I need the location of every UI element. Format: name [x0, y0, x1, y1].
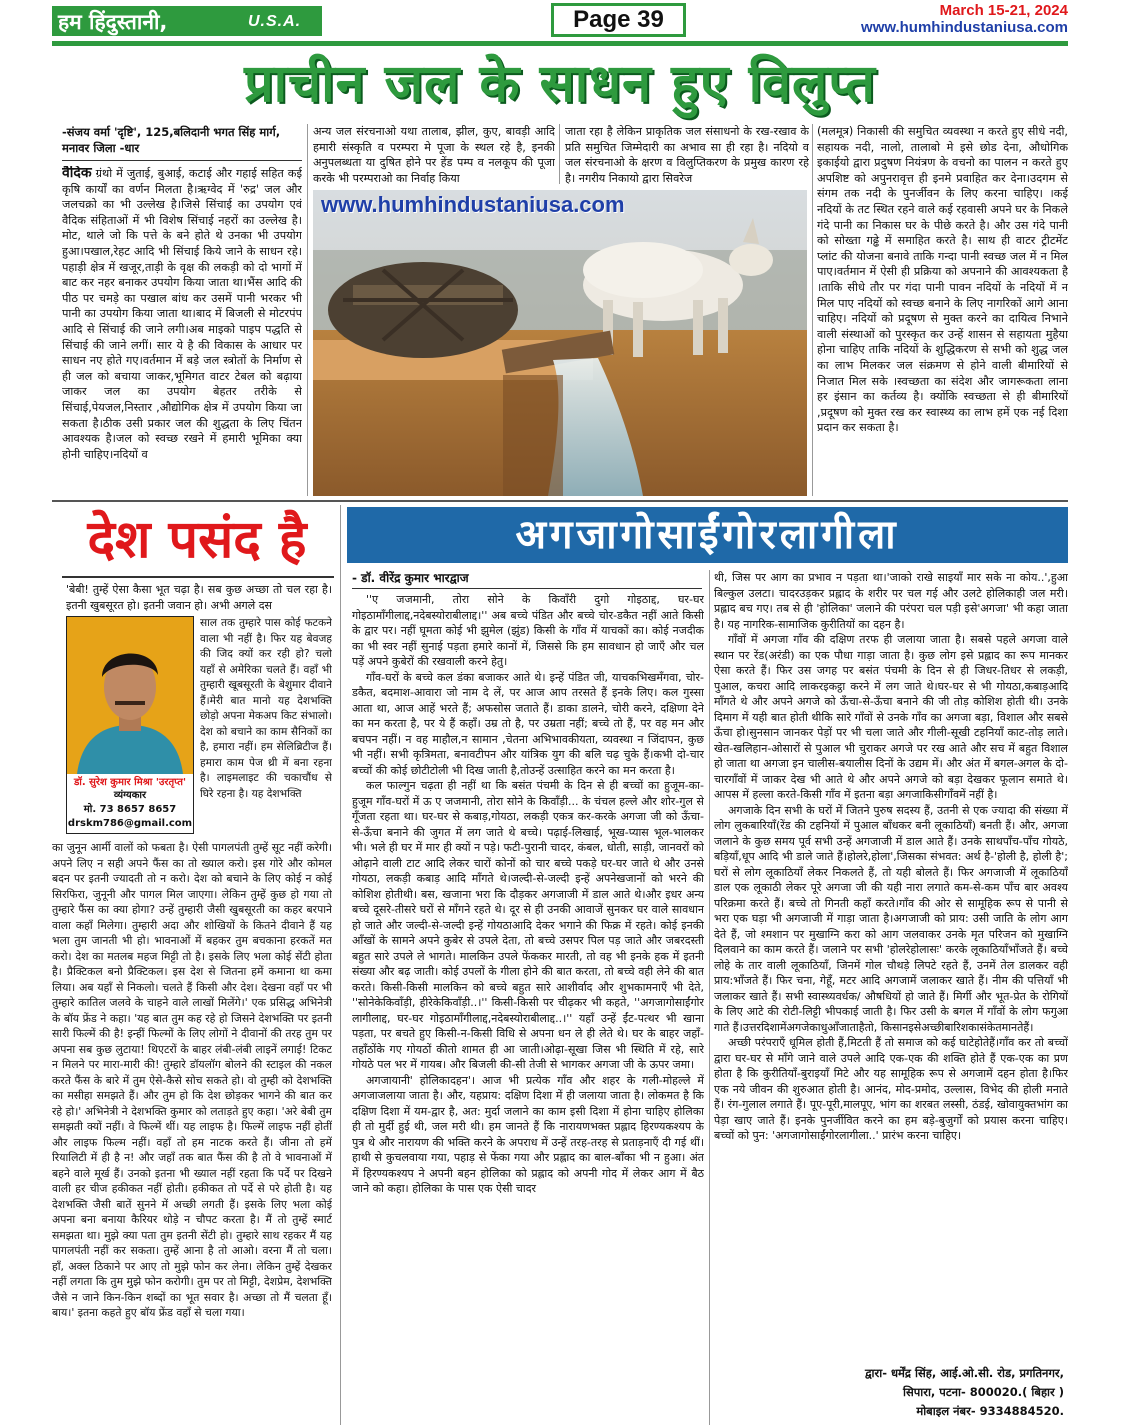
- section-rule: [52, 500, 1068, 502]
- bullocks-waterwheel-photo: [313, 190, 807, 496]
- column-rule: [559, 124, 560, 184]
- article2-headline: देश पसंद है: [87, 510, 307, 570]
- column-rule: [307, 124, 308, 496]
- photo-watermark: www.humhindustaniusa.com: [321, 192, 625, 217]
- caption-role: व्यंग्यकार: [113, 790, 147, 801]
- photo-illustration: [313, 190, 807, 496]
- article1-column-3: जाता रहा है लेकिन प्राकृतिक जल संसाधनो के रख-रखाव के प्रति समुचित जिम्मेदारी का अभाव सा ही रहा है। नदियो व जल संरचनाओ के क्षरण व विलुप्तिकरण के प्रमुख कारण रहे है। नगरीय निकायो द्वारा सिवरेज: [565, 125, 809, 185]
- portrait-illustration: [67, 617, 193, 774]
- article3-column-1: [352, 592, 704, 1425]
- caption-phone: मो. 73 8657 8657: [83, 804, 177, 815]
- address-line-3: मोबाइल नंबर- 9334884520.: [916, 1404, 1064, 1418]
- article1-column-2: अन्य जल संरचनाओ यथा तालाब, झील, कुए, बावड़ी आदि हमारी संस्कृति व परम्परा मे पूजा के स्थल रहे है, इनकी अनुपलब्धता या दुषित होने पर हेंड पम्प व नलकूप की पूजा करके भी परम्पराओ का निर्वाह किया: [313, 125, 555, 185]
- article1-headline: प्राचीन जल के साधन हुए विलुप्त: [244, 54, 876, 114]
- caption-name: डॉ. सुरेश कुमार मिश्रा 'उरतृप्त': [73, 777, 187, 788]
- dropcap-word: वैदिक: [62, 166, 92, 181]
- author-photo-frame: [66, 616, 194, 834]
- article3-column-2: [714, 570, 1068, 1360]
- paragraph: गाँवों में अगजा गाँव की दक्षिण तरफ ही जलाया जाता है। सबसे पहले अगजा वाले स्थान पर रेंड(अरंडी) का एक पौधा गाड़ा जाता है। कुछ लोग इसे प्रह्लाद का रूप मानकर ऐसा करते हैं। फिर उस जगह पर बसंत पंचमी के दिन से ही जिधर-तिधर से लकड़ी, पुआल, कचरा आदि लाकरइकट्ठा करने में लग जाते थे।घर-घर से भी गोयठा,कबाड़आदि माँगते थे और अपने अगजे को ऊँचा-से-ऊँचा बनाने की जी तोड़ कोशिश होती थी। उनके दिमाग में यही बात होती थीकि सारे गाँवों से उनके गाँव का अगजा बड़ा, विशाल और सबसे ऊँचा हो।सुनसान जानकर पेड़ों पर भी चला जाते और गीली-सूखी टहनियाँ काट-तोड़ लाते। खेत-खलिहान-ओसारों से पुआल भी चुराकर अगजे पर रख आते और सच में बहुत विशाल हो जाता था अगजा इन चालीस-बयालीस दिनों के उद्यम में। और अंत में बगल-अगल के दो-चारगाँवों में जाकर देख भी आते थे और अपने अगजे को बड़ा देखकर फूलान समाते थे। आपस में हल्ला करते-किसी गाँव में इतना बड़ा अगजाकिसीगाँवमें नहीं है।: [714, 633, 1068, 801]
- paragraph: अगजाके दिन सभी के घरों में जितने पुरुष सदस्य हैं, उतनी से एक ज्यादा की संख्या में लोग लुकबारियाँ(रेंड की टहनियों में पुआल बाँधकर बनी लूकाठियाँ) बनती हैं। और, अगजा जलाने के कुछ समय पूर्व सभी उन्हें अगजाजी में डाल आते हैं। उनके साथपाँच-पाँच गोयठे, बड़ियाँ,धूप आदि भी डाले जाते हैं।होलरे,होला',जिसका संभवत: अर्थ है-'होली है, होली है'; घरों से लोग लूकाठियाँ लेकर निकलते हैं, तो यही बोलते हैं। फिर अगजाजी में लूकाठियाँ डाल एक लूकाठी लेकर पूरे अगजा जी की यही नारा लगाते कम-से-कम पाँच बार अवश्य परिक्रमा करते हैं। बच्चे तो गिनती कहाँ करते।गाँव की ओर से सामूहिक रूप से पानी से भरा एक घड़ा भी अगजाजी में गाड़ा जाता है।अगजाजी को प्राय: उसी जाति के लोग आग देते हैं, जो श्मशान पर मुखाग्नि करा को आग जलवाकर उनके मृत परिजन को मुखाग्नि दिलवाने का काम करते हैं। जलाने पर सभी 'होलरेहोलासः' करके लूकाठियाँभाँजते हैं। बच्चे लोहे के तार वाली लूकाठियाँ, जिनमें गोल चौथड़े लिपटे रहते हैं, उनमें तेल डालकर वही प्राय:भाँजते हैं। फिर चना, गेहूँ, मटर आदि अगजामें जलाकर खाते हैं। नीम की पत्तियाँ भी जलाकर खाते हैं। सभी स्वास्थ्यवर्धक/ औषधियों हो जाते हैं। मिर्गी और भूत-प्रेत के रोगियों के लिए आटे की रोटी-लिट्टी भीपकाई जाती है। फिर उसी के बगल में गाँवों के लोग फगुआ गाते हैं।उत्तरदिशामेंअगजेकाधुआँजाताहैतो, किसानइसेअच्छीबारिशकासंकेतमानतेहैं।: [714, 803, 1068, 1034]
- article1-column-1: वैदिक ग्रंथो में जुताई, बुआई, कटाई और गहाई सहित कई कृषि कार्यों का वर्णन मिलता है।ऋग्वेद में 'रुद्र' जल और जलचक्रो का भी उल्लेख है।जिसे सिंचाई का उपयोग एवं वैदिक संहिताओं में भी विशेष सिंचाई नहरों का उल्लेख है।मोट, थाले जो कि पत्ते के बने होते थे उनका भी उपयोग हुआ।पखाल,रेहट आदि भी सिंचाई किये जाने के साधन रहे।पहाड़ी क्षेत्र में खजूर,ताड़ी के वृक्ष की लकड़ी को दो भागों में बाट कर नहर बनाकर उपयोग किया जाता था।भैंस आदि की पीठ पर चमड़े का पखाल बांध कर उसमें पानी भरकर भी पानी का उपयोग किया जाता था।बाद में बिजली से मोटरपंप आदि से सिंचाई की जाने लगी।अब माइको पाइप पद्धति से सिंचाई की जाने लगीं। सार ये है की विकास के आधार पर साधन नए होते गए।वर्तमान में बड़े जल स्त्रोतों के निर्माण से ही जल को बचाया जाकर,भूमिगत वाटर टेबल को बढ़ाया जाकर जल का उपयोग बेहतर तरीके से सिंचाई,पेयजल,निस्तार ,औद्योगिक क्षेत्र में उपयोग किया जा सकता है।ठीक उसी प्रकार जल की शुद्धता के लिए चिंतन आवश्यक है।जल को स्वच्छ रखने में हमारी भूमिका क्या होनी चाहिए।नदियों व: [62, 166, 302, 461]
- paragraph: अच्छी परंपराएँ धूमिल होती हैं,मिटती हैं तो समाज को कई घाटेहोतेहैं।गाँव कर तो बच्चों द्वारा घर-घर से माँगे जाने वाले उपले आदि एक-एक की शक्ति होते हैं एक-एक का प्रण होता है कि कुरीतियाँ-बुराइयाँ मिटे और यह सामूहिक रूप से अगजामें दहन होता है।फिर एक नये जीवन की शुरुआत होती है। आनंद, मोद-प्रमोद, उल्लास, विभेद की होली मनाते हैं। रंग-गुलाल लगाते हैं। पूए-पूरी,मालपूए, भांग का शरबत लस्सी, ठंडई, खोवायुक्तभांग का पेड़ा खाए जाते हैं। इनके पुनर्जीवित करने का हम बड़े-बुजुर्गों को प्रयास करना चाहिए। बच्चों को पुन: 'अगजागोसाईंगोरलागीला..' प्रारंभ करना चाहिए।: [714, 1036, 1068, 1142]
- paragraph: अगजायानी' होलिकादहन'। आज भी प्रत्येक गाँव और शहर के गली-मोहल्ले में अगजाजलाया जाता है। और, यहप्राय: दक्षिण दिशा में ही जलाया जाता है। लोकमत है कि दक्षिण दिशा में यम-द्वार है, अत: मुर्दा जलाने का काम इसी दिशा में होना चाहिए होलिका ही तो मुर्दी हुई थी, जल मरी थी। हम जानते हैं कि नारायणभक्त प्रह्लाद हिरण्यकश्यप के पुत्र थे और नारायण की भक्ति करने के अपराध में उन्हें तरह-तरह से प्रताड़नाएँ दी गई थीं। हाथी से कुचलवाया गया, पहाड़ से फेंका गया और प्रह्लाद का बाल-बाँका भी न हुआ। अंत में हिरण्यकश्यप ने अपनी बहन होलिका को प्रह्लाद को अपनी गोद में लेकर आग में बैठ जाने को कहा। होलिका के पास एक ऐसी चादर: [352, 1073, 704, 1195]
- article3-headline: अगजागोसाईंगोरलागीला: [515, 512, 900, 558]
- article1-column-4: (मलमूत्र) निकासी की समुचित व्यवस्था न करते हुए सीधे नदी, सहायक नदी, नालो, तालाबो मे इसे छोड देना, औधोगिक इकाईयो द्वारा प्रदुषण नियंत्रण के वचनो का पालन न करते हुए अपशिष्ट को अपुनरावृत्त ही इनमे प्रवाहित कर देना।उदगम से संगम तक नदी के पुनर्जीवन के लिए करना चाहिए। ।कई नदियों के तट स्थित रहने वाले कई रहवासी अपने घर के निकले गंदे पानी का निकास घर के पीछे करते है। और उस गंदे पानी को सोख्ता गढ्ढे में समाहित करते है। साथ ही वाटर ट्रीटमेंट प्लांट की योजना बनावे ताकि गन्दा पानी स्वच्छ जल में न मिल पाए।वर्तमान में ऐसी ही प्रक्रिया को अपनाने की आवश्यकता है ।ताकि सीधे तौर पर गंदा पानी पावन नदियों के नदियों में न मिल पाए नदियों को स्वच्छ बनाने के लिए नागरिकों आगे आना चाहिए। नदियों को प्रदूषण से मुक्त करने का दायित्व निभाने वाली संस्थाओं को पुरस्कृत कर उन्हें शासन से सहायता मुहैया होना चाहिए ताकि नदियों के शुद्धिकरण से सभी को शुद्ध जल का लाभ मिलकर जल संक्रमण से होने वाली बीमारियों से निजात मिल सके ।स्वच्छता का संदेश और जागरूकता लाना हर इंसान का कर्तव्य है। क्योंकि स्वच्छता से ही बीमारियों ,प्रदूषण को मुक्त रख कर स्वास्थ्य का लाभ हमें एक नई दिशा प्रदान कर सकता है।: [817, 125, 1068, 435]
- masthead-banner: [52, 6, 322, 36]
- paragraph: ''ए जजमानी, तोरा सोने के किवाँरी दुगो गोइठाद्द, घर-घर गोइठामाँगीलाद्द,नदेबस्योराबीलाद्द।'' अब बच्चे पंडित और बच्चे चोर-डकैत नहीं आते किसी के द्वार पर। नहीं घूमता कोई भी झुमेल (झुंड) किसी के गाँव में याचकों का। कोई नजदीक का भी स्वर नहीं सुनाई पड़ता हमारे कानों में, जिससे कि हम सावधान हो जाएँ और चल पड़ें अपने कुबेरों की रखवाली करने हेतु।: [352, 593, 704, 668]
- issue-date: March 15-21, 2024: [939, 2, 1068, 19]
- column-rule: [812, 124, 813, 496]
- paper-region: U.S.A.: [248, 13, 302, 30]
- article3-byline: - डॉ. वीरेंद्र कुमार भारद्वाज: [352, 571, 469, 585]
- website-url: www.humhindustaniusa.com: [861, 19, 1068, 36]
- byline-rule: [62, 160, 302, 161]
- article2-body: का जुनून आर्मी वालों को फबता है। ऐसी पागलपंती तुम्हें सूट नहीं करेगी। अपने लिए न सही अपने फैंस का तो ख्याल करो। इस गोरे और कोमल बदन पर इतनी ज्यादती तो न करो। देश को बचाने के लिए कोई न कोई सिरफिरा, जुनूनी और पागल मिल जाएगा। लेकिन तुम्हें कुछ हो गया तो तुम्हारे फैंस का क्या होगा? उन्हें तुम्हारी जैसी खुबसूरती का कहर बरपाने वाला कहाँ मिलेगा। तुम्हारी अदा और शोखियों के कितने दीवाने हैं यह भला तुम जानती भी हो। भावनाओं में बहकर तुम बचकाना हरकतें मत करो। देश का मतलब महज मिट्टी तो है। इसके लिए भला कोई सेंटी होता है। प्रैक्टिकल बनो प्रैक्टिकल। इस देश से जितना हमें कमाना था कमा लिया। अब यहाँ से निकलो। चलते हैं किसी और देश। देखना वहाँ पर भी तुम्हारे कातिल जलवे के चाहने वाले लाखों मिलेंगे।' एक प्रसिद्ध अभिनेत्री के बॉय फ्रेंड ने कहा। 'यह बात तुम कह रहे हो जिसने देशभक्ति पर इतनी सारी फिल्में की है! इन्हीं फिल्मों के लिए लोगों ने दीवानों की तरह तुम पर अपना सब कुछ लुटाया! थिएटरों के बाहर लंबी-लंबी लाइनें लगाई! टिकट न मिलने पर मारा-मारी की! तुम्हारे डॉयलॉग बोलने की स्टाइल की नकल करते फैंस के बारे में तुम ऐसे-कैसे सोच सकते हो। वो तुम्ही को देशभक्ति का मसीहा समझते हैं। और तुम हो कि देश छोड़कर भागने की बात कर रहे हो।' अभिनेत्री ने देशभक्ति कुमार को लताड़ते हुए कहा। 'अरे बेबी तुम समझती क्यों नहीं। वे फिल्में थीं। यह लाइफ है। फिल्में लाइफ नहीं होतीं और लाइफ फिल्म नहीं। वहाँ तो हम नाटक करते हैं। जीना तो हमें रियालिटी में ही है न! और जहाँ तक बात फैंस की है तो वे भावनाओं में बहने वाले मूर्ख हैं। उनको इतना भी ख्याल नहीं रहता कि पर्दे पर दिखने वाली हर चीज हकीकत नहीं होती। हकीकत तो पर्दे से परे होती है। यह देशभक्ति जैसी बातें सुनने में अच्छी लगती हैं। इसके लिए भला कोई अपना बना बनाया कैरियर थोड़े न चौपट करता है। मैं तो तुम्हें स्मार्ट समझता था। मुझे क्या पता तुम इतनी सेंटी हो। तुम्हारे साथ रहकर मैं यह पागलपंती नहीं कर सकता। तुम्हें आना है तो आओ। वरना मैं तो चला। हाँ, अक्ल ठिकाने पर आए तो मुझे फोन कर लेना। लेकिन तुम्हें देखकर नहीं लगता कि तुम मुझे फोन करोगी। तुम पर तो मिट्टी, देशप्रेम, देशभक्ति जैसे न जाने किन-किन शब्दों का भूत सवार है। अच्छा तो मैं चलता हूँ। बाय।' इतना कहते हुए बॉय फ्रेंड वहाँ से चला गया।: [52, 841, 332, 1319]
- headline-rule: [62, 576, 334, 578]
- paragraph: कल फाल्गुन चढ़ता ही नहीं था कि बसंत पंचमी के दिन से ही बच्चों का हुजूम-का-हुजूम गाँव-घरों में ऊ ए जजमानी, तोरा सोने के किवाँड़ी... के चंचल हल्ले और शोर-गुल से गूँजता रहता था। घर-घर से कबाड़,गोयठा, लकड़ी एकत्र कर-करके अगजा जी को ऊँचा-से-ऊँचा बनाने की जुगत में लग जाते थे बच्चे। पढ़ाई-लिखाई, भूख-प्यास भूल-भालकर भी। भले ही घर में मार ही क्यों न पड़े। फटी-पुरानी चादर, कंबल, धोती, साड़ी, जानवरों को ओढ़ाने वाली टाट आदि लेकर चारों कोनों को चार बच्चे पकड़े घर-घर जाते थे और उनसे गोयठा, लकड़ी कबाड़ आदि माँगते थे।जल्दी-से-जल्दी इन्हें अपनेखजानों को भरने की कोशिश होतीथी। बस, खजाना भरा कि दौड़कर अगजाजी में डाल आते थे।और इधर अन्य बच्चे दूसरे-तीसरे घरों से माँगने रहते थे। दूर से ही उनकी आवाजें सुनकर घर वाले सावधान हो जाते और जल्दी-से-जल्दी इन्हें गोयठाआदि देकर भगाने की फिक्र में रहते। कोई इनकी आँखों के सामने अपने कुबेर से उपले देता, तो बच्चे उसपर पिल पड़ जाते और जबरदस्ती बहुत सारे उपले ले भागते। मालकिन उपले फेंककर मारती, तो वह भी इनके हक में इतनी संख्या और बढ़ जाती। कोई उपलों के गीला होने की बात करता, तो बच्चे वही लेने की बात करते। किसी-किसी मालकिन को बच्चे बहुत सारे आशीर्वाद और शुभकामनाएँ भी देते, ''सोनेकेकिवाँड़ी, हीरेकेकिवाँड़ी..।'' किसी-किसी पर चीढ़कर भी कहते, ''अगजागोसाईंगोर लागीलाद्द, घर-घर गोइठामाँगीलाद्द,नदेबस्योराबीलाद्द..।'' यहाँ उन्हें ईंट-पत्थर भी खाना पड़ता, पर बचते हुए किसी-न-किसी विधि से अपना धन ले ही लेते थे। घर के बाहर जहाँ-तहाँठोंके गए गोयठों कीतो शामत ही आ जाती।ओढ़ा-सूखा जिस भी स्थिति में रहे, सारे गोयठे पल भर में गायब। और बिजली की-सी तेजी से भागकर अगजा जी के ऊपर जमा।: [352, 779, 704, 1071]
- address-line-2: सिपारा, पटना- 800020.( बिहार ): [902, 1385, 1064, 1399]
- author-address: [714, 1364, 1064, 1421]
- column-rule: [340, 505, 341, 1425]
- byline-rule: [352, 588, 702, 589]
- page-number: Page 39: [573, 6, 664, 33]
- address-line-1: द्वारा- धर्मेंद्र सिंह, आई.ओ.सी. रोड, प्रगतिनगर,: [864, 1366, 1064, 1380]
- author-portrait: [67, 617, 193, 774]
- page-number-box: [551, 3, 686, 37]
- masthead-rule: [52, 41, 1068, 46]
- paper-name: हम हिंदुस्तानी,: [58, 10, 168, 34]
- article2-intro: 'बेबी! तुम्हें ऐसा कैसा भूत चढ़ा है। सब कुछ अच्छा तो चल रहा है। इतनी खुबसूरत हो। इतनी जवान हो। अभी अगले दस: [66, 583, 332, 612]
- article2-side-text: साल तक तुम्हारे पास कोई फटकने वाला भी नहीं है। फिर यह बेवजह की जिद क्यों कर रही हो? चलो यहाँ से अमेरिका चलते हैं। वहाँ भी तुम्हारी खूबसूरती के बेशुमार दीवाने हैं।मेरी बात मानो यह देशभक्ति छोड़ो अपना मेकअप किट संभालो। देश को बचाने का काम सैनिकों का है, हमारा नहीं। हम सेलिब्रिटीज हैं।हमारा काम पेज थ्री में बना रहना है। लाइमलाइट की चकाचौंध से घिरे रहना है। यह देशभक्ति: [200, 617, 332, 800]
- article1-byline: -संजय वर्मा 'दृष्टि', 125,बलिदानी भगत सिंह मार्ग, मनावर जिला -धार: [62, 125, 281, 155]
- article3-headline-band: [347, 507, 1068, 563]
- column-rule: [709, 570, 710, 1425]
- paragraph: थी, जिस पर आग का प्रभाव न पड़ता था।'जाको राखे साइयाँ मार सके ना कोय..',हुआ बिल्कुल उलटा। चादरउड़कर प्रह्लाद के शरीर पर चल गई और उलटे होलिकाही जल मरी। प्रह्लाद बच गए। तब से ही 'होलिका' जलाने की परंपरा चल पड़ी इसे'अगजा' भी कहा जाता है। यह नागरिक-सामाजिक कुरीतियों का दहन है।: [714, 571, 1068, 631]
- caption-email: drskm786@gmail.com: [67, 818, 193, 829]
- paragraph: गाँव-घरों के बच्चे कल डंका बजाकर आते थे। इन्हें पंडित जी, याचकभिखमँगवा, चोर-डकैत, बदमाश-आवारा जो नाम दे लें, पर आज आप तरसते हैं इनके लिए। कल गुस्सा आता था, आज आहें भरते हैं; अफसोस जताते हैं। डाका डालने, चोरी करने, दक्षिणा देने का मन करता है, पर ये हैं कहाँ। उम्र तो है, पर उम्रता नहीं; बच्चे तो हैं, पर वह मन और बचपन नहीं। न वह माहौल,न सामान ,चेतना अभिभावकीयता, व्यवस्था न जिंदापन, कुछ भी नहीं। सभी कृत्रिमता, बनावटीपन और यांत्रिक युग की बलि चढ़ चुके हैं।कभी दो-चार बच्चों की कोई छोटीटोली भी दिख जाती है,तोउन्हें उत्साहित करने का मन करता है।: [352, 670, 704, 777]
